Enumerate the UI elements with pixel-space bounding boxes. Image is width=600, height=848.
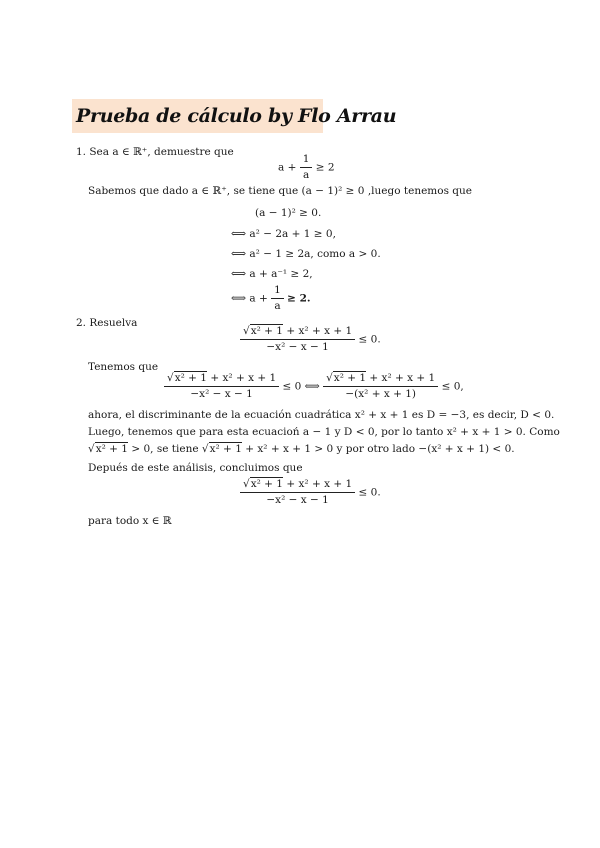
step-2: ⟺ a² − 2a + 1 ≥ 0, bbox=[231, 228, 336, 240]
formula-fraction bbox=[300, 153, 313, 182]
equivalence-a-numerator: √x² + 1 + x² + x + 1 bbox=[164, 372, 279, 387]
final-inequality bbox=[240, 478, 381, 507]
final-sqrt-argument: x² + 1 bbox=[250, 478, 283, 490]
final-denominator: −x² − x − 1 bbox=[266, 494, 329, 506]
problem-1-label: 1. Sea a ∈ ℝ⁺, demuestre que bbox=[76, 146, 234, 158]
equivalence-fraction-a bbox=[164, 372, 279, 401]
final-numerator: √x² + 1 + x² + x + 1 bbox=[240, 478, 355, 493]
conclusion-text: Depués de este análisis, concluimos que bbox=[88, 462, 303, 474]
formula-denominator: a bbox=[302, 169, 310, 181]
equivalence-b-rest: + x² + x + 1 bbox=[369, 372, 436, 384]
paragraph-como bbox=[88, 443, 515, 455]
problem-1-formula bbox=[278, 153, 335, 182]
final-rhs: ≤ 0. bbox=[358, 486, 381, 499]
como-text-a: > 0, se tiene bbox=[131, 443, 199, 455]
como-text-b: + x² + x + 1 > 0 y por otro lado −(x² + x + 1) < 0. bbox=[245, 443, 515, 455]
sqrt-argument-a: x² + 1 bbox=[174, 372, 207, 384]
final-numerator-rest: + x² + x + 1 bbox=[286, 478, 353, 490]
problem-1-intro: Sabemos que dado a ∈ ℝ⁺, se tiene que (a − 1)² ≥ 0 ,luego tenemos que bbox=[88, 185, 472, 197]
sqrt-argument-b: x² + 1 bbox=[333, 372, 367, 384]
como-sqrt-a: √x² + 1 bbox=[88, 443, 128, 455]
step-1: (a − 1)² ≥ 0. bbox=[255, 207, 322, 219]
como-sqrt-b: √x² + 1 bbox=[201, 443, 242, 455]
formula-rhs: ≥ 2 bbox=[315, 161, 335, 174]
paragraph-luego: Luego, tenemos que para esta ecuacioń a − 1 y D < 0, por lo tanto x² + x + 1 > 0. Como bbox=[88, 426, 560, 438]
equivalence-b-numerator: √x² + 1 + x² + x + 1 bbox=[323, 372, 438, 387]
numerator-rest: + x² + x + 1 bbox=[286, 325, 353, 337]
footer-text: para todo x ∈ ℝ bbox=[88, 515, 172, 527]
step-5-fraction bbox=[271, 284, 284, 313]
formula-numerator: 1 bbox=[300, 153, 313, 168]
step-5-numerator: 1 bbox=[271, 284, 284, 299]
sqrt-argument: x² + 1 bbox=[250, 325, 283, 337]
equivalence-b-denominator: −(x² + x + 1) bbox=[345, 388, 416, 400]
page-title: Prueba de cálculo by Flo Arrau bbox=[72, 99, 323, 133]
step-3: ⟺ a² − 1 ≥ 2a, como a > 0. bbox=[231, 248, 381, 260]
equivalence-a-rest: + x² + x + 1 bbox=[210, 372, 277, 384]
inequality-denominator: −x² − x − 1 bbox=[266, 341, 329, 353]
paragraph-discriminant: ahora, el discriminante de la ecuación cuadrática x² + x + 1 es D = −3, es decir, D < 0. bbox=[88, 409, 555, 421]
inequality-fraction bbox=[240, 325, 355, 354]
problem-2-inequality bbox=[240, 325, 381, 354]
equivalence-fraction-b bbox=[323, 372, 438, 401]
equivalence-a-denominator: −x² − x − 1 bbox=[190, 388, 253, 400]
equivalence-line bbox=[164, 372, 464, 401]
equivalence-a-rhs: ≤ 0 ⟺ bbox=[282, 380, 320, 393]
inequality-rhs: ≤ 0. bbox=[358, 333, 381, 346]
como-sqrt-a-arg: x² + 1 bbox=[95, 443, 128, 455]
equivalence-b-rhs: ≤ 0, bbox=[441, 380, 464, 393]
formula-lhs: a + bbox=[278, 161, 297, 174]
step-4: ⟺ a + a⁻¹ ≥ 2, bbox=[231, 268, 313, 280]
step-5-rhs: ≥ 2. bbox=[287, 292, 311, 305]
step-5 bbox=[231, 284, 311, 313]
final-fraction bbox=[240, 478, 355, 507]
step-5-lhs: ⟺ a + bbox=[231, 292, 268, 305]
como-sqrt-b-arg: x² + 1 bbox=[209, 443, 242, 455]
problem-2-label: 2. Resuelva bbox=[76, 317, 138, 329]
inequality-numerator: √x² + 1 + x² + x + 1 bbox=[240, 325, 355, 340]
tenemos-que: Tenemos que bbox=[88, 361, 159, 373]
step-5-denominator: a bbox=[274, 300, 281, 312]
